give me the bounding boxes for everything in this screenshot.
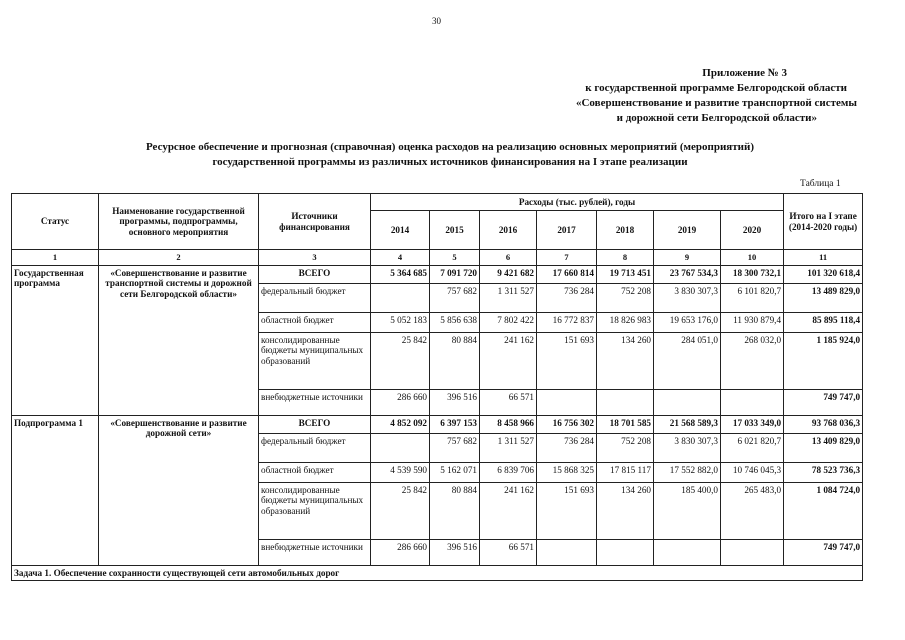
source-cell: областной бюджет [259,462,371,482]
value-cell: 757 682 [430,433,480,462]
value-cell: 5 856 638 [430,312,480,332]
column-number: 5 [430,250,480,266]
value-cell: 6 021 820,7 [721,433,784,462]
appendix-line-3: «Совершенствование и развитие транспортной системы [575,97,857,109]
title-line-2: государственной программы из различных источников финансирования на I этапе реализации [212,156,688,168]
status-cell: Подпрограмма 1 [12,415,99,565]
value-cell: 286 660 [371,539,430,565]
resource-table [11,193,863,581]
header-expenses: Расходы (тыс. рублей), годы [371,194,784,211]
header-total: Итого на I этапе (2014-2020 годы) [784,194,863,250]
value-cell: 5 052 183 [371,312,430,332]
source-cell: федеральный бюджет [259,433,371,462]
column-number: 6 [480,250,537,266]
column-number: 4 [371,250,430,266]
total-cell: 78 523 736,3 [784,462,863,482]
page-number: 30 [432,16,441,26]
value-cell [537,539,597,565]
value-cell: 18 701 585 [597,415,654,433]
value-cell: 9 421 682 [480,265,537,283]
source-cell: консолидированные бюджеты муниципальных образований [259,482,371,539]
value-cell: 286 660 [371,389,430,415]
value-cell: 3 830 307,3 [654,433,721,462]
value-cell: 19 713 451 [597,265,654,283]
value-cell: 4 852 092 [371,415,430,433]
value-cell: 19 653 176,0 [654,312,721,332]
source-cell: внебюджетные источники [259,539,371,565]
value-cell: 5 162 071 [430,462,480,482]
value-cell [597,389,654,415]
value-cell [721,539,784,565]
column-number: 8 [597,250,654,266]
value-cell: 265 483,0 [721,482,784,539]
column-number: 3 [259,250,371,266]
value-cell: 185 400,0 [654,482,721,539]
task-row [12,565,863,581]
header-sources: Источники финансирования [259,194,371,250]
total-cell: 85 895 118,4 [784,312,863,332]
value-cell: 18 826 983 [597,312,654,332]
total-cell: 1 185 924,0 [784,332,863,389]
value-cell: 4 539 590 [371,462,430,482]
value-cell: 752 208 [597,283,654,312]
header-year: 2014 [371,211,430,250]
value-cell: 11 930 879,4 [721,312,784,332]
appendix-line-1: Приложение № 3 [702,67,787,79]
value-cell [654,389,721,415]
table-row [12,265,863,283]
value-cell: 25 842 [371,482,430,539]
value-cell: 21 568 589,3 [654,415,721,433]
total-cell: 101 320 618,4 [784,265,863,283]
value-cell: 17 552 882,0 [654,462,721,482]
document-title [60,140,840,170]
appendix-line-2: к государственной программе Белгородской области [585,82,847,94]
value-cell [597,539,654,565]
value-cell: 1 311 527 [480,433,537,462]
table-label: Таблица 1 [800,179,841,189]
value-cell: 6 397 153 [430,415,480,433]
column-number: 2 [99,250,259,266]
value-cell: 16 756 302 [537,415,597,433]
column-number-row [12,250,863,266]
value-cell: 17 815 117 [597,462,654,482]
value-cell: 10 746 045,3 [721,462,784,482]
value-cell: 1 311 527 [480,283,537,312]
value-cell: 6 839 706 [480,462,537,482]
column-number: 10 [721,250,784,266]
value-cell: 5 364 685 [371,265,430,283]
value-cell: 8 458 966 [480,415,537,433]
header-name: Наименование государственной программы, подпрограммы, основного мероприятия [99,194,259,250]
value-cell [371,283,430,312]
header-row-1 [12,194,863,211]
source-cell: ВСЕГО [259,415,371,433]
status-cell: Государственная программа [12,265,99,415]
value-cell: 396 516 [430,539,480,565]
value-cell: 7 802 422 [480,312,537,332]
title-line-1: Ресурсное обеспечение и прогнозная (справочная) оценка расходов на реализацию основных мероприятий (мероприятий) [145,141,754,153]
value-cell: 25 842 [371,332,430,389]
value-cell: 284 051,0 [654,332,721,389]
value-cell: 7 091 720 [430,265,480,283]
header-year: 2015 [430,211,480,250]
header-year: 2019 [654,211,721,250]
value-cell: 66 571 [480,389,537,415]
header-year: 2020 [721,211,784,250]
source-cell: консолидированные бюджеты муниципальных образований [259,332,371,389]
value-cell: 17 033 349,0 [721,415,784,433]
value-cell: 17 660 814 [537,265,597,283]
total-cell: 93 768 036,3 [784,415,863,433]
column-number: 7 [537,250,597,266]
value-cell: 241 162 [480,482,537,539]
header-year: 2017 [537,211,597,250]
appendix-header [437,66,857,126]
appendix-line-4: и дорожной сети Белгородской области» [616,112,817,124]
column-number: 1 [12,250,99,266]
value-cell: 16 772 837 [537,312,597,332]
value-cell: 18 300 732,1 [721,265,784,283]
value-cell: 268 032,0 [721,332,784,389]
value-cell: 736 284 [537,433,597,462]
value-cell [371,433,430,462]
value-cell: 396 516 [430,389,480,415]
column-number: 9 [654,250,721,266]
value-cell: 134 260 [597,332,654,389]
total-cell: 749 747,0 [784,539,863,565]
header-status: Статус [12,194,99,250]
source-cell: областной бюджет [259,312,371,332]
value-cell: 80 884 [430,332,480,389]
value-cell: 23 767 534,3 [654,265,721,283]
value-cell: 752 208 [597,433,654,462]
value-cell [721,389,784,415]
value-cell: 241 162 [480,332,537,389]
value-cell: 3 830 307,3 [654,283,721,312]
value-cell: 66 571 [480,539,537,565]
value-cell: 151 693 [537,332,597,389]
column-number: 11 [784,250,863,266]
source-cell: федеральный бюджет [259,283,371,312]
value-cell: 151 693 [537,482,597,539]
total-cell: 13 489 829,0 [784,283,863,312]
value-cell [654,539,721,565]
value-cell: 80 884 [430,482,480,539]
header-year: 2018 [597,211,654,250]
total-cell: 13 409 829,0 [784,433,863,462]
value-cell: 736 284 [537,283,597,312]
source-cell: ВСЕГО [259,265,371,283]
program-name-cell: «Совершенствование и развитие дорожной сети» [99,415,259,565]
value-cell: 757 682 [430,283,480,312]
value-cell: 6 101 820,7 [721,283,784,312]
header-year: 2016 [480,211,537,250]
value-cell: 15 868 325 [537,462,597,482]
total-cell: 1 084 724,0 [784,482,863,539]
source-cell: внебюджетные источники [259,389,371,415]
value-cell: 134 260 [597,482,654,539]
program-name-cell: «Совершенствование и развитие транспортной системы и дорожной сети Белгородской области» [99,265,259,415]
task-cell: Задача 1. Обеспечение сохранности существующей сети автомобильных дорог [12,565,863,581]
table-row [12,415,863,433]
total-cell: 749 747,0 [784,389,863,415]
value-cell [537,389,597,415]
